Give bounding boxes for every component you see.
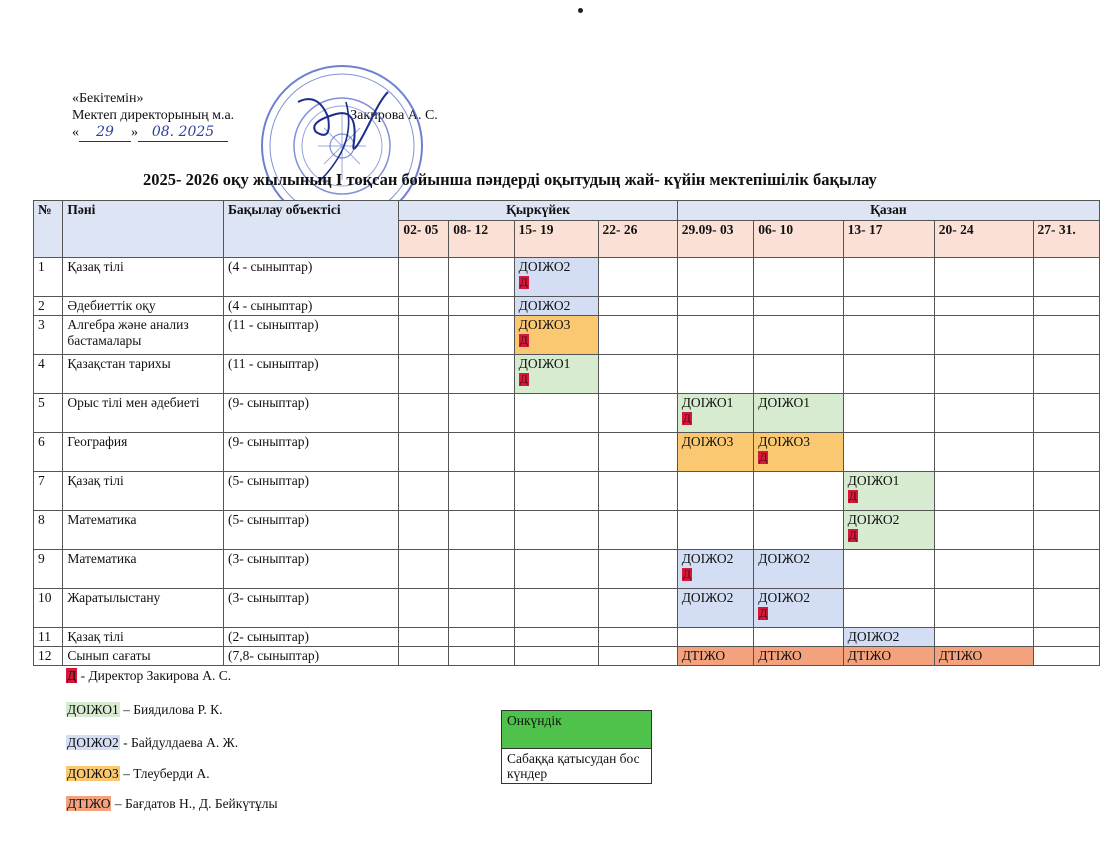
cell-week xyxy=(399,355,449,394)
legend-item xyxy=(66,796,278,812)
director-mark: Д xyxy=(682,411,691,425)
table-row xyxy=(34,511,1100,550)
cell-week xyxy=(843,511,934,550)
legend-tag: ДТІЖО xyxy=(67,796,111,811)
cell-week xyxy=(399,628,449,647)
document-title: 2025- 2026 оқу жылының І тоқсан бойынша пәндерді оқытудың жай- күйін мектепішілік бақылау xyxy=(143,170,877,189)
cell-week xyxy=(598,355,677,394)
cell-week xyxy=(1033,316,1099,355)
cell-week xyxy=(843,628,934,647)
control-code: ДОІЖО2 xyxy=(847,512,900,527)
cell-week xyxy=(677,472,754,511)
table-row xyxy=(34,647,1100,666)
cell-subject: Алгебра және анализ бастамалары xyxy=(63,316,224,355)
cell-week xyxy=(514,647,598,666)
cell-week xyxy=(843,550,934,589)
cell-week xyxy=(843,355,934,394)
cell-week xyxy=(677,258,754,297)
legend-box xyxy=(501,710,652,784)
cell-num: 9 xyxy=(34,550,63,589)
table-row xyxy=(34,355,1100,394)
cell-subject: Сынып сағаты xyxy=(63,647,224,666)
cell-object: (3- сыныптар) xyxy=(223,550,398,589)
legend-tag: Д xyxy=(67,668,77,683)
ink-dot xyxy=(578,8,583,13)
cell-week xyxy=(598,297,677,316)
cell-week xyxy=(677,433,754,472)
cell-num: 5 xyxy=(34,394,63,433)
table-row xyxy=(34,297,1100,316)
cell-num: 3 xyxy=(34,316,63,355)
legend-item xyxy=(66,702,223,718)
cell-subject: Жаратылыстану xyxy=(63,589,224,628)
cell-subject: Қазақ тілі xyxy=(63,628,224,647)
cell-num: 6 xyxy=(34,433,63,472)
cell-num: 8 xyxy=(34,511,63,550)
approval-heading: «Бекітемін» xyxy=(72,91,144,106)
cell-week xyxy=(449,472,514,511)
header-week: 02- 05 xyxy=(399,221,449,258)
director-mark: Д xyxy=(848,528,857,542)
control-code: ДОІЖО2 xyxy=(681,590,734,605)
header-week: 13- 17 xyxy=(843,221,934,258)
control-code: ДОІЖО2 xyxy=(758,551,810,566)
cell-subject: Математика xyxy=(63,550,224,589)
cell-week xyxy=(449,511,514,550)
cell-week xyxy=(754,589,843,628)
cell-week xyxy=(1033,394,1099,433)
cell-week xyxy=(598,589,677,628)
cell-week xyxy=(514,258,598,297)
cell-week xyxy=(598,647,677,666)
cell-subject: Қазақ тілі xyxy=(63,472,224,511)
cell-week xyxy=(449,647,514,666)
cell-object: (5- сыныптар) xyxy=(223,472,398,511)
header-week: 22- 26 xyxy=(598,221,677,258)
cell-week xyxy=(934,433,1033,472)
cell-subject: Математика xyxy=(63,511,224,550)
cell-week xyxy=(934,472,1033,511)
free-days-label: Сабаққа қатысудан бос күндер xyxy=(507,751,640,781)
cell-week xyxy=(934,316,1033,355)
header-month-september: Қыркүйек xyxy=(399,201,677,221)
control-code: ДОІЖО3 xyxy=(681,434,734,449)
director-mark: Д xyxy=(519,372,528,386)
cell-week xyxy=(598,628,677,647)
legend-item xyxy=(66,668,231,684)
cell-week xyxy=(1033,472,1099,511)
cell-week xyxy=(449,316,514,355)
control-code: ДОІЖО2 xyxy=(758,590,810,605)
date-month-field xyxy=(138,124,228,142)
director-mark: Д xyxy=(519,275,528,289)
control-plan-table xyxy=(33,200,1100,666)
cell-week xyxy=(677,647,754,666)
cell-week xyxy=(449,550,514,589)
cell-week xyxy=(677,511,754,550)
cell-week xyxy=(399,647,449,666)
cell-week xyxy=(934,511,1033,550)
director-mark: Д xyxy=(759,450,768,464)
cell-subject: Қазақ тілі xyxy=(63,258,224,297)
acting-director-label: Мектеп директорының м.а. xyxy=(72,108,235,123)
control-code: ДТІЖО xyxy=(681,648,726,663)
cell-week xyxy=(514,628,598,647)
table-row xyxy=(34,433,1100,472)
cell-week xyxy=(399,297,449,316)
cell-object: (4 - сыныптар) xyxy=(223,258,398,297)
cell-week xyxy=(754,511,843,550)
director-mark: Д xyxy=(759,606,768,620)
date-open-quote: « xyxy=(72,125,79,140)
table-row xyxy=(34,550,1100,589)
control-code: ДОІЖО1 xyxy=(847,473,900,488)
cell-week xyxy=(514,297,598,316)
cell-week xyxy=(754,316,843,355)
legend-text: – Тлеуберди А. xyxy=(119,766,210,781)
cell-week xyxy=(1033,355,1099,394)
cell-object: (9- сыныптар) xyxy=(223,433,398,472)
cell-subject: География xyxy=(63,433,224,472)
header-week: 29.09- 03 xyxy=(677,221,754,258)
cell-week xyxy=(598,472,677,511)
cell-week xyxy=(1033,297,1099,316)
cell-num: 4 xyxy=(34,355,63,394)
cell-object: (3- сыныптар) xyxy=(223,589,398,628)
cell-week xyxy=(754,550,843,589)
control-code: ДОІЖО2 xyxy=(681,551,734,566)
cell-week xyxy=(934,355,1033,394)
cell-week xyxy=(754,433,843,472)
cell-week xyxy=(514,511,598,550)
legend-text: – Бағдатов Н., Д. Бейкүтұлы xyxy=(111,796,278,811)
cell-subject: Әдебиеттік оқу xyxy=(63,297,224,316)
cell-week xyxy=(934,628,1033,647)
cell-week xyxy=(754,628,843,647)
table-row xyxy=(34,394,1100,433)
cell-week xyxy=(754,472,843,511)
cell-week xyxy=(1033,647,1099,666)
cell-num: 7 xyxy=(34,472,63,511)
cell-week xyxy=(598,433,677,472)
cell-week xyxy=(843,258,934,297)
table-row xyxy=(34,472,1100,511)
cell-week xyxy=(754,258,843,297)
cell-week xyxy=(843,589,934,628)
header-week: 20- 24 xyxy=(934,221,1033,258)
cell-object: (7,8- сыныптар) xyxy=(223,647,398,666)
cell-week xyxy=(399,316,449,355)
cell-week xyxy=(449,628,514,647)
decade-label: Онкүндік xyxy=(502,711,651,749)
cell-num: 2 xyxy=(34,297,63,316)
header-week: 06- 10 xyxy=(754,221,843,258)
cell-week xyxy=(754,355,843,394)
control-code: ДОІЖО1 xyxy=(758,395,810,410)
cell-week xyxy=(1033,589,1099,628)
date-day: 29 xyxy=(96,124,114,140)
cell-week xyxy=(677,355,754,394)
cell-week xyxy=(399,394,449,433)
cell-week xyxy=(598,550,677,589)
cell-num: 11 xyxy=(34,628,63,647)
cell-week xyxy=(1033,550,1099,589)
cell-week xyxy=(677,589,754,628)
cell-week xyxy=(843,472,934,511)
cell-week xyxy=(514,394,598,433)
cell-week xyxy=(449,297,514,316)
legend-tag: ДОІЖО3 xyxy=(67,766,119,781)
cell-object: (11 - сыныптар) xyxy=(223,355,398,394)
cell-num: 12 xyxy=(34,647,63,666)
cell-week xyxy=(399,589,449,628)
cell-week xyxy=(677,628,754,647)
cell-subject: Орыс тілі мен әдебиеті xyxy=(63,394,224,433)
cell-week xyxy=(1033,628,1099,647)
control-code: ДОІЖО1 xyxy=(681,395,734,410)
cell-week xyxy=(514,472,598,511)
cell-week xyxy=(598,258,677,297)
cell-week xyxy=(399,550,449,589)
cell-week xyxy=(598,511,677,550)
cell-week xyxy=(677,297,754,316)
cell-week xyxy=(399,258,449,297)
cell-object: (4 - сыныптар) xyxy=(223,297,398,316)
header-row-months xyxy=(34,201,1100,221)
cell-week xyxy=(598,394,677,433)
control-code: ДОІЖО2 xyxy=(847,629,900,644)
cell-object: (2- сыныптар) xyxy=(223,628,398,647)
date-close-quote: » xyxy=(131,125,138,140)
cell-week xyxy=(934,647,1033,666)
cell-week xyxy=(449,355,514,394)
header-week: 27- 31. xyxy=(1033,221,1099,258)
director-name: Закирова А. С. xyxy=(350,108,438,123)
cell-week xyxy=(449,394,514,433)
cell-week xyxy=(754,647,843,666)
cell-object: (11 - сыныптар) xyxy=(223,316,398,355)
cell-week xyxy=(677,316,754,355)
cell-week xyxy=(754,394,843,433)
control-code: ДОІЖО1 xyxy=(518,356,571,371)
cell-week xyxy=(514,550,598,589)
control-code: ДОІЖО2 xyxy=(518,298,571,313)
header-num: № xyxy=(34,201,63,258)
cell-num: 10 xyxy=(34,589,63,628)
cell-week xyxy=(934,258,1033,297)
cell-week xyxy=(754,297,843,316)
cell-week xyxy=(934,589,1033,628)
cell-week xyxy=(843,394,934,433)
director-mark: Д xyxy=(519,333,528,347)
control-code: ДОІЖО2 xyxy=(518,259,571,274)
cell-week xyxy=(1033,511,1099,550)
cell-num: 1 xyxy=(34,258,63,297)
control-code: ДТІЖО xyxy=(938,648,983,663)
cell-week xyxy=(449,589,514,628)
cell-week xyxy=(514,355,598,394)
cell-week xyxy=(598,316,677,355)
legend-item xyxy=(66,766,210,782)
cell-week xyxy=(843,297,934,316)
cell-week xyxy=(934,394,1033,433)
cell-week xyxy=(934,297,1033,316)
legend-tag: ДОІЖО2 xyxy=(67,735,119,750)
cell-week xyxy=(677,394,754,433)
director-mark: Д xyxy=(848,489,857,503)
table-row xyxy=(34,628,1100,647)
table-row xyxy=(34,589,1100,628)
cell-week xyxy=(514,589,598,628)
control-code: ДТІЖО xyxy=(847,648,892,663)
legend-text: - Директор Закирова А. С. xyxy=(77,668,232,683)
cell-week xyxy=(1033,433,1099,472)
cell-object: (5- сыныптар) xyxy=(223,511,398,550)
cell-subject: Қазақстан тарихы xyxy=(63,355,224,394)
legend-text: - Байдулдаева А. Ж. xyxy=(119,735,239,750)
cell-week xyxy=(449,433,514,472)
legend-item xyxy=(66,735,238,751)
legend-tag: ДОІЖО1 xyxy=(67,702,119,717)
control-code: ДОІЖО3 xyxy=(518,317,571,332)
cell-week xyxy=(843,647,934,666)
control-code: ДОІЖО3 xyxy=(758,434,810,449)
cell-week xyxy=(677,550,754,589)
table-row xyxy=(34,258,1100,297)
cell-week xyxy=(843,433,934,472)
table-row xyxy=(34,316,1100,355)
cell-object: (9- сыныптар) xyxy=(223,394,398,433)
header-week: 08- 12 xyxy=(449,221,514,258)
cell-week xyxy=(1033,258,1099,297)
cell-week xyxy=(449,258,514,297)
control-code: ДТІЖО xyxy=(758,648,802,663)
cell-week xyxy=(399,472,449,511)
cell-week xyxy=(934,550,1033,589)
header-month-october: Қазан xyxy=(677,201,1099,221)
header-object: Бақылау объектісі xyxy=(223,201,398,258)
cell-week xyxy=(514,433,598,472)
cell-week xyxy=(514,316,598,355)
cell-week xyxy=(843,316,934,355)
date-day-field xyxy=(79,124,131,142)
header-subject: Пәні xyxy=(63,201,224,258)
cell-week xyxy=(399,433,449,472)
cell-week xyxy=(399,511,449,550)
director-mark: Д xyxy=(682,567,691,581)
header-week: 15- 19 xyxy=(514,221,598,258)
legend-text: – Биядилова Р. К. xyxy=(119,702,223,717)
date-month-year: 08. 2025 xyxy=(151,124,215,140)
